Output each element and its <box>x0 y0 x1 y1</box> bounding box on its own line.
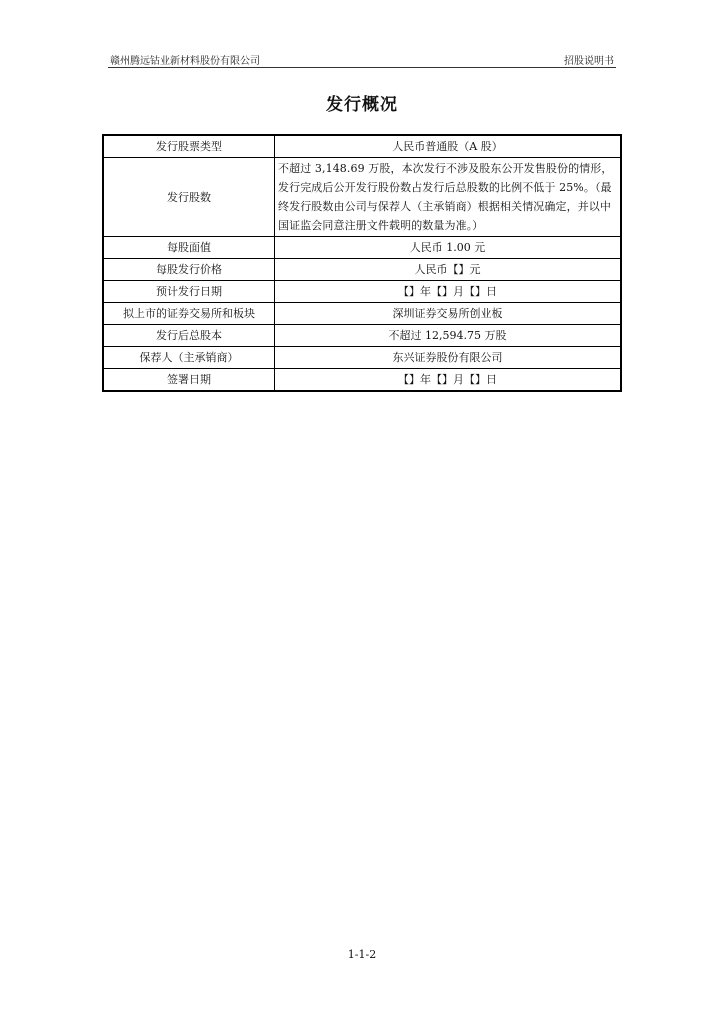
page-header <box>108 52 616 68</box>
row-value: 【】年【】月【】日 <box>275 369 622 392</box>
row-value: 东兴证券股份有限公司 <box>275 347 622 369</box>
row-label: 发行股票类型 <box>103 135 275 158</box>
table-row <box>103 237 621 259</box>
row-label: 发行股数 <box>103 158 275 237</box>
row-value: 人民币 1.00 元 <box>275 237 622 259</box>
row-value: 人民币普通股（A 股） <box>275 135 622 158</box>
table-row <box>103 158 621 237</box>
table-row <box>103 259 621 281</box>
document-type: 招股说明书 <box>564 56 614 67</box>
row-label: 发行后总股本 <box>103 325 275 347</box>
row-label: 拟上市的证券交易所和板块 <box>103 303 275 325</box>
issuance-overview-table <box>102 134 622 392</box>
row-label: 保荐人（主承销商） <box>103 347 275 369</box>
row-value: 深圳证券交易所创业板 <box>275 303 622 325</box>
company-name: 赣州腾远钴业新材料股份有限公司 <box>110 56 260 67</box>
row-value: 不超过 12,594.75 万股 <box>275 325 622 347</box>
table-row <box>103 369 621 392</box>
table-row <box>103 303 621 325</box>
row-value: 不超过 3,148.69 万股，本次发行不涉及股东公开发售股份的情形，发行完成后公开发行股份数占发行后总股数的比例不低于 25%。（最终发行股数由公司与保荐人（主承销商）根据相关情况确定，并以中国证监会同意注册文件载明的数量为准。） <box>275 158 622 237</box>
row-value: 人民币【】元 <box>275 259 622 281</box>
page-number: 1-1-2 <box>347 948 377 961</box>
row-label: 预计发行日期 <box>103 281 275 303</box>
row-label: 签署日期 <box>103 369 275 392</box>
header-divider <box>108 67 616 68</box>
row-value: 【】年【】月【】日 <box>275 281 622 303</box>
page-title: 发行概况 <box>326 95 398 115</box>
table-row <box>103 347 621 369</box>
row-label: 每股面值 <box>103 237 275 259</box>
table-row <box>103 281 621 303</box>
table-row <box>103 135 621 158</box>
table-row <box>103 325 621 347</box>
row-label: 每股发行价格 <box>103 259 275 281</box>
